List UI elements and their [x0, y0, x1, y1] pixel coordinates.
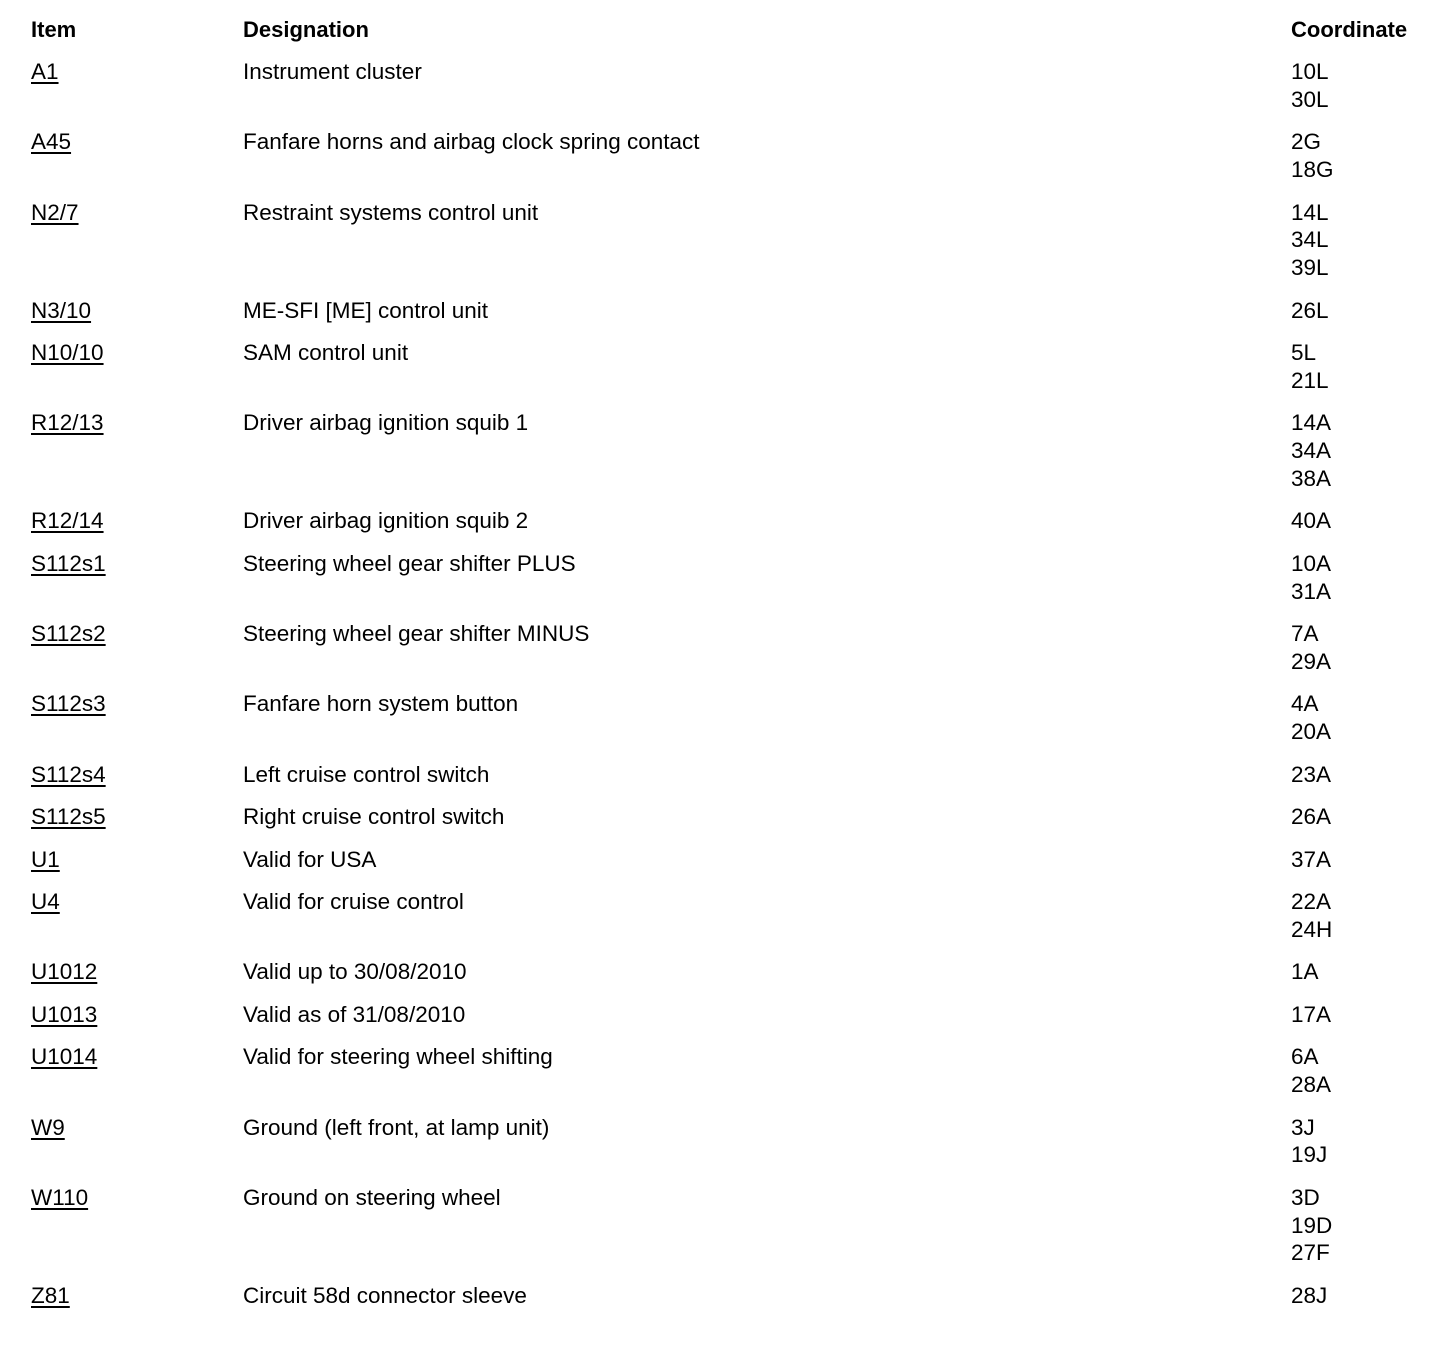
coordinate-cell [1291, 58, 1431, 114]
table-row [31, 690, 1431, 760]
coordinate-cell [1291, 128, 1431, 184]
table-row [31, 128, 1431, 198]
coordinate-cell [1291, 690, 1431, 746]
item-cell [31, 761, 243, 789]
designation-cell: ME-SFI [ME] control unit [243, 297, 489, 323]
designation-cell: Right cruise control switch [243, 804, 505, 829]
item-link[interactable]: W9 [31, 1114, 65, 1140]
table-row [31, 1282, 1431, 1325]
item-link[interactable]: W110 [31, 1184, 89, 1210]
header-designation: Designation [243, 17, 369, 42]
coordinate-cell [1291, 1282, 1431, 1310]
coordinate-value: 21L [1291, 367, 1329, 393]
designation-cell: Valid for cruise control [243, 889, 464, 914]
coordinate-value: 18G [1291, 157, 1334, 182]
item-cell [31, 620, 243, 676]
table-row [31, 297, 1431, 340]
item-link[interactable]: U1013 [31, 1001, 98, 1027]
item-cell [31, 507, 243, 535]
item-cell [31, 958, 243, 986]
coordinate-cell [1291, 199, 1431, 282]
item-cell [31, 1001, 243, 1029]
coordinate-cell [1291, 846, 1431, 874]
designation-cell: Driver airbag ignition squib 1 [243, 410, 529, 436]
table-row [31, 620, 1431, 690]
item-link[interactable]: N10/10 [31, 340, 104, 365]
item-link[interactable]: N3/10 [31, 297, 92, 323]
coordinate-value: 20A [1291, 719, 1332, 744]
coordinate-value: 28J [1291, 1282, 1328, 1308]
designation-cell: Valid as of 31/08/2010 [243, 1001, 466, 1027]
table-row [31, 58, 1431, 128]
table-row [31, 199, 1431, 297]
coordinate-value: 28A [1291, 1072, 1332, 1097]
coordinate-value: 3D [1291, 1184, 1320, 1210]
item-cell [31, 690, 243, 746]
coordinate-value: 14A [1291, 410, 1332, 436]
coordinate-value: 39L [1291, 255, 1329, 280]
designation-cell: Valid for USA [243, 846, 377, 872]
item-link[interactable]: U1 [31, 846, 60, 872]
coordinate-cell [1291, 409, 1431, 492]
coordinate-value: 40A [1291, 508, 1332, 534]
coordinate-value: 19D [1291, 1212, 1333, 1238]
coordinate-cell [1291, 958, 1431, 986]
table-row [31, 761, 1431, 804]
coordinate-cell [1291, 761, 1431, 789]
item-cell [31, 58, 243, 114]
table-row [31, 1043, 1431, 1113]
coordinate-cell [1291, 1043, 1431, 1099]
coordinate-cell [1291, 550, 1431, 606]
coordinate-value: 1A [1291, 959, 1319, 985]
coordinate-value: 3J [1291, 1114, 1315, 1140]
coordinate-value: 38A [1291, 465, 1332, 491]
coordinate-value: 26L [1291, 297, 1329, 323]
item-link[interactable]: U1012 [31, 959, 98, 985]
item-link[interactable]: U1014 [31, 1044, 98, 1070]
item-link[interactable]: A45 [31, 129, 72, 155]
coordinate-cell [1291, 620, 1431, 676]
designation-cell: Ground on steering wheel [243, 1184, 501, 1210]
item-cell [31, 339, 243, 395]
coordinate-value: 2G [1291, 129, 1322, 155]
table-body [31, 58, 1431, 1324]
designation-cell: Steering wheel gear shifter MINUS [243, 621, 590, 646]
coordinate-cell [1291, 339, 1431, 395]
coordinate-value: 31A [1291, 578, 1332, 604]
item-cell [31, 888, 243, 944]
coordinate-value: 27F [1291, 1240, 1330, 1266]
coordinate-cell [1291, 1001, 1431, 1029]
coordinate-cell [1291, 297, 1431, 325]
designation-cell: Valid up to 30/08/2010 [243, 959, 467, 985]
table-row [31, 888, 1431, 958]
coordinate-value: 30L [1291, 86, 1329, 112]
item-link[interactable]: R12/13 [31, 410, 104, 436]
item-link[interactable]: N2/7 [31, 199, 79, 225]
item-cell [31, 1282, 243, 1310]
item-cell [31, 297, 243, 325]
designation-cell: SAM control unit [243, 340, 409, 365]
coordinate-value: 34L [1291, 227, 1329, 253]
item-cell [31, 1114, 243, 1170]
coordinate-value: 14L [1291, 199, 1329, 225]
item-cell [31, 409, 243, 492]
table-row [31, 550, 1431, 620]
coordinate-value: 22A [1291, 889, 1332, 914]
coordinate-value: 5L [1291, 340, 1317, 365]
designation-cell: Valid for steering wheel shifting [243, 1044, 553, 1070]
table-row [31, 803, 1431, 846]
component-legend-table [31, 16, 1431, 1324]
coordinate-value: 10A [1291, 550, 1332, 576]
coordinate-cell [1291, 1184, 1431, 1267]
table-row [31, 846, 1431, 889]
item-link[interactable]: A1 [31, 59, 59, 84]
coordinate-value: 29A [1291, 648, 1332, 674]
coordinate-value: 34A [1291, 438, 1332, 463]
coordinate-value: 37A [1291, 846, 1332, 872]
item-link[interactable]: R12/14 [31, 508, 104, 534]
item-cell [31, 1043, 243, 1099]
designation-cell: Fanfare horn system button [243, 691, 519, 717]
header-item: Item [31, 17, 77, 42]
designation-cell: Fanfare horns and airbag clock spring contact [243, 129, 700, 155]
coordinate-value: 17A [1291, 1001, 1332, 1027]
table-row [31, 1184, 1431, 1282]
table-row [31, 1001, 1431, 1044]
designation-cell: Circuit 58d connector sleeve [243, 1282, 527, 1308]
table-row [31, 339, 1431, 409]
coordinate-value: 26A [1291, 804, 1332, 829]
coordinate-cell [1291, 803, 1431, 831]
item-link[interactable]: Z81 [31, 1282, 70, 1308]
designation-cell: Driver airbag ignition squib 2 [243, 508, 529, 534]
coordinate-value: 4A [1291, 691, 1319, 717]
coordinate-value: 23A [1291, 761, 1332, 787]
designation-cell: Steering wheel gear shifter PLUS [243, 550, 576, 576]
item-link[interactable]: S112s3 [31, 691, 106, 717]
item-cell [31, 128, 243, 184]
coordinate-value: 10L [1291, 59, 1329, 84]
table-row [31, 409, 1431, 507]
item-cell [31, 803, 243, 831]
table-header [31, 16, 1431, 46]
item-cell [31, 846, 243, 874]
coordinate-value: 6A [1291, 1044, 1319, 1070]
designation-cell: Restraint systems control unit [243, 199, 539, 225]
item-cell [31, 1184, 243, 1267]
coordinate-cell [1291, 888, 1431, 944]
item-link[interactable]: S112s4 [31, 761, 106, 787]
table-row [31, 1114, 1431, 1184]
item-link[interactable]: S112s5 [31, 804, 106, 829]
item-link[interactable]: S112s2 [31, 621, 106, 646]
item-link[interactable]: U4 [31, 889, 60, 914]
designation-cell: Ground (left front, at lamp unit) [243, 1114, 550, 1140]
item-link[interactable]: S112s1 [31, 550, 106, 576]
coordinate-value: 19J [1291, 1142, 1328, 1168]
table-row [31, 958, 1431, 1001]
designation-cell: Left cruise control switch [243, 761, 490, 787]
coordinate-value: 7A [1291, 621, 1319, 646]
coordinate-value: 24H [1291, 916, 1333, 942]
coordinate-cell [1291, 507, 1431, 535]
coordinate-cell [1291, 1114, 1431, 1170]
table-row [31, 507, 1431, 550]
header-coordinate: Coordinate [1291, 17, 1408, 42]
item-cell [31, 199, 243, 282]
item-cell [31, 550, 243, 606]
designation-cell: Instrument cluster [243, 59, 422, 84]
